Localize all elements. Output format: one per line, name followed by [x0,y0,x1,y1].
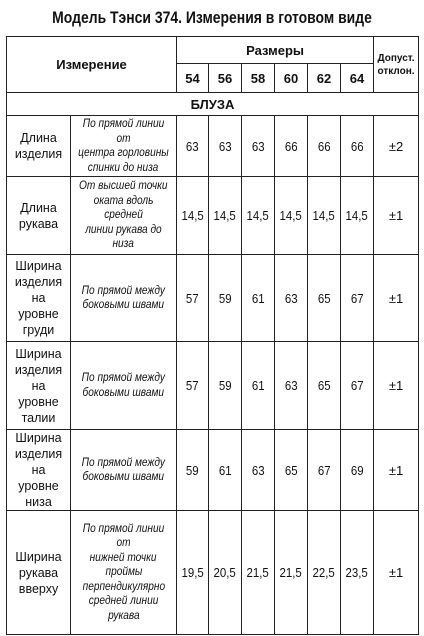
size-value-text: 57 [186,290,199,306]
size-value-text: 63 [218,138,232,154]
measurement-name-line: изделия [14,147,63,161]
size-value-text: 23,5 [345,565,369,580]
sizes-header: Размеры [177,37,374,64]
size-value-text: 59 [186,462,199,478]
measurement-method-line: По прямой линии от [82,522,165,550]
table-row [7,255,419,342]
measurement-method-line: От высшей точки [79,180,168,193]
tolerance-value: ±2 [374,116,419,177]
size-value [308,342,341,430]
size-value-text: 14,5 [279,208,303,223]
measurement-name-line: уровне [18,394,59,409]
size-cell: 62 [308,64,341,93]
size-value-text: 14,5 [181,208,204,223]
measurement-name-line: Длина [20,200,57,215]
size-value-text: 65 [317,290,331,306]
table-row [7,430,419,511]
size-value-text: 61 [251,378,265,393]
measurement-name-line: изделия на [14,447,63,477]
section-title: БЛУЗА [7,93,419,116]
measurement-method [71,430,177,511]
size-value-text: 67 [317,462,331,478]
size-value [242,116,275,177]
size-value [177,511,209,635]
size-value-text: 14,5 [345,208,369,223]
size-value [308,177,341,255]
size-value [242,177,275,255]
size-value-text: 63 [251,462,265,478]
size-value [177,177,209,255]
measurement-name-line: талии [21,410,56,425]
measurement-method-line: линии рукава до [85,223,162,236]
measurement-method-line: спинки до низа [88,161,159,174]
measurement-name [7,342,71,430]
tolerance-value: ±1 [374,177,419,255]
size-value-text: 14,5 [246,208,270,223]
measurement-name-line: Ширина [15,346,62,361]
size-value-text: 66 [317,138,331,154]
size-value [275,342,308,430]
measurement-name-line: Ширина [15,431,62,445]
size-cell: 54 [177,64,209,93]
size-value-text: 59 [218,290,232,306]
size-value [341,116,374,177]
size-value-text: 21,5 [246,565,270,580]
size-value-text: 63 [251,138,265,154]
tolerance-value: ±1 [374,255,419,342]
size-value-text: 63 [284,290,298,306]
size-value [341,255,374,342]
measurement-name-line: уровне низа [18,479,59,509]
measurement-method-line: По прямой между [81,372,166,384]
measurement-method-line: рукава [107,609,140,622]
size-value-text: 63 [284,378,298,393]
table-row [7,177,419,255]
size-value [209,430,242,511]
measurement-name-line: Ширина [15,259,62,273]
tolerance-value: ±1 [374,430,419,511]
size-cell: 60 [275,64,308,93]
measurement-name-line: изделия на [14,362,63,393]
measurements-table [6,36,419,635]
measurement-name-line: рукава [18,216,59,231]
measurement-name [7,177,71,255]
header-row [7,37,419,64]
measurement-method-line: боковыми швами [82,299,165,311]
measurement-name-line: уровне груди [18,307,59,337]
size-value [177,116,209,177]
size-value [275,255,308,342]
tolerance-value: ±1 [374,511,419,635]
measurement-name [7,511,71,635]
measurement-method-line: По прямой между [81,456,166,469]
size-value-text: 63 [186,138,199,154]
size-value-text: 67 [350,378,364,393]
size-value [275,511,308,635]
size-value [209,511,242,635]
size-value-text: 19,5 [181,565,204,580]
table-row [7,342,419,430]
size-value-text: 61 [218,462,232,478]
size-value [242,430,275,511]
size-value [275,116,308,177]
measurement-method-line: проймы [105,566,142,579]
measurement-name [7,430,71,511]
tolerance-header-line: отклон. [377,65,415,77]
size-value [308,511,341,635]
tolerance-header [374,37,419,93]
measurement-method-line: боковыми швами [82,386,165,399]
measurement-method-line: низа [112,238,135,251]
section-row [7,93,419,116]
size-value [177,342,209,430]
measurement-name-line: изделия на [14,275,63,305]
size-value [341,342,374,430]
size-value [308,430,341,511]
measurement-method [71,177,177,255]
size-value-text: 22,5 [312,565,336,580]
size-value [242,511,275,635]
measurement-name-line: вверху [18,581,59,596]
measurement-method [71,511,177,635]
size-value [308,116,341,177]
measurement-method-line: перпендикулярно [82,580,165,593]
size-value [242,255,275,342]
measurement-header: Измерение [7,37,177,93]
tolerance-value: ±1 [374,342,419,430]
size-value [275,177,308,255]
size-value-text: 67 [350,290,364,306]
size-cell: 58 [242,64,275,93]
size-value-text: 66 [284,138,298,154]
measurement-method [71,255,177,342]
tolerance-header-line: Допуст. [377,52,415,64]
size-value [177,255,209,342]
table-row [7,511,419,635]
measurement-method-line: нижней точки [90,551,157,564]
measurement-name-line: рукава [18,565,59,580]
size-value [341,511,374,635]
size-value-text: 66 [350,138,364,154]
measurement-name-line: Ширина [15,549,62,564]
size-value [177,430,209,511]
size-value [209,116,242,177]
size-value-text: 61 [251,290,265,306]
size-value [209,255,242,342]
size-value [209,342,242,430]
size-value-text: 65 [317,378,331,393]
size-value-text: 14,5 [213,208,237,223]
measurement-method [71,342,177,430]
measurement-method-line: центра горловины [78,147,169,159]
measurement-method-line: боковыми швами [82,471,165,483]
measurement-name-line: Длина [20,131,57,145]
size-value-text: 69 [350,462,364,478]
document-title: Модель Тэнси 374. Измерения в готовом виде [52,8,372,27]
size-value-text: 65 [284,462,298,478]
size-value-text: 59 [218,378,232,393]
measurement-method-line: По прямой между [81,284,166,297]
measurement-method-line: По прямой линии от [82,118,165,145]
measurement-name [7,116,71,177]
size-value [275,430,308,511]
size-value [308,255,341,342]
size-value [341,430,374,511]
size-value-text: 21,5 [279,565,303,580]
measurement-method-line: оката вдоль средней [93,194,154,222]
size-value [242,342,275,430]
size-value-text: 20,5 [213,565,237,580]
size-value-text: 57 [186,378,199,393]
size-cell: 56 [209,64,242,93]
measurement-method [71,116,177,177]
measurement-method-line: средней линии [88,595,159,608]
size-value [209,177,242,255]
measurement-name [7,255,71,342]
table-row [7,116,419,177]
size-value-text: 14,5 [312,208,336,223]
size-value [341,177,374,255]
size-cell: 64 [341,64,374,93]
